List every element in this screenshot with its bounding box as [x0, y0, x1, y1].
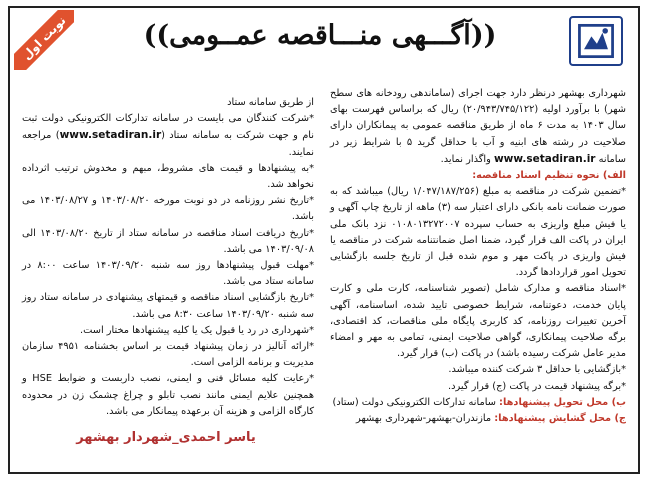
registration-text: *شرکت کنندگان می بایست در سامانه تدارکات الکترونیکی دولت ثبت نام و جهت شرکت به سامانه ستاد ( — [22, 113, 314, 142]
list-item-deadline: *مهلت قبول پیشنهادها روز سه شنبه ۱۴۰۳/۰۹/۲۰ ساعت ۸:۰۰ در سامانه ستاد می باشد. — [22, 260, 314, 288]
list-item-safety: *رعایت کلیه مسائل فنی و ایمنی، نصب داربست و ضوابط HSE و همچنین علایم ایمنی مانند نصب تابلو و چراغ چشمک زن در محدوده کارگاه الزامی و هزینه آن برعهده پیمانکار می باشد. — [22, 373, 314, 417]
intro-paragraph — [330, 86, 626, 168]
list-item-guarantee: *تضمین شرکت در مناقصه به مبلغ (۱/۰۴۷/۱۸۷/۲۵۶ ریال) میباشد که به صورت ضمانت نامه بانکی دارای اعتبار سه (۳) ماهه از تاریخ چاپ آگهی و یا فیش مبلغ واریزی به حساب سپرده ۰۱۰۸۰۱۳۲۷۲۰۰۷ نزد بانک ملی ایران در پاکت الف قرار گیرد، ضمنا اصل ضمانتنامه شرکت در مناقصه یا فیش واریزی در پاکت مهر و موم شده قبل از تاریخ جلسه بازگشایی تحویل امور قراردادها گردد. — [330, 186, 627, 279]
list-item-min-bidders: *بازگشایی با حداقل ۳ شرکت کننده میباشد. — [448, 364, 626, 376]
intro-website: www.setadiran.ir — [493, 152, 596, 165]
section-a-title: الف) نحوه تنظیم اسناد مناقصه: — [472, 170, 626, 182]
municipality-logo-icon — [569, 16, 623, 66]
intro-text-end: واگذار نماید. — [440, 153, 491, 165]
section-c-text: مازندران-بهشهر-شهرداری بهشهر — [356, 413, 492, 425]
mayor-signature: یاسر احمدی_شهردار بهشهر — [76, 430, 256, 445]
first-issue-badge: نوبت اول — [14, 10, 74, 70]
list-item-publish-date: *تاریخ نشر روزنامه در دو نوبت مورخه ۱۴۰۳/۰۸/۲۰ و ۱۴۰۳/۰۸/۲۷ می باشد. — [22, 195, 314, 223]
list-item-conditional-bids: *به پیشنهادها و قیمت های مشروط، مبهم و مخدوش ترتیب اثرداده نخواهد شد. — [22, 162, 314, 191]
first-issue-ribbon — [14, 10, 74, 70]
list-item-documents: *اسناد مناقصه و مدارک شامل (تصویر شناسنامه، کارت ملی و کارت پایان خدمت، دعوتنامه، شرایط خصوصی تایید شده، اساسنامه، آگهی آخرین تغییرات روزنامه، کد کاربری پایگاه ملی مناقصات، کد اقتصادی، برگه صلاحیت پیمانکاری، گواهی صلاحیت ایمنی، تمامی به مهر و امضاء مدیر عامل شرکت رسیده باشد) در پاکت (ب) قرار گیرد. — [330, 283, 626, 360]
list-item-rejection: *شهرداری در رد یا قبول یک یا کلیه پیشنهادها مختار است. — [80, 324, 314, 336]
intro-text: شهرداری بهشهر درنظر دارد جهت اجرای (ساماندهی رودخانه های سطح شهر) با برآورد اولیه (۲۰/۹۴۳/۷۴۵/۱۲۲) ریال که براساس فهرست بهای سال ۱۴۰۳ به مدت ۶ ماه از طریق مناقصه عمومی به پیمانکاران دارای صلاحیت در رشته های ابنیه و آب با حداقل گرید ۵ با شرایط زیر در سامانه — [330, 88, 626, 165]
registration-website: www.setadiran.ir — [59, 129, 162, 142]
ad-title: ((آگـــهی منـــاقصه عمــومی)) — [143, 20, 497, 51]
section-b-title: ب) محل تحویل پیشنهادها: — [499, 396, 626, 408]
list-item-opening: *تاریخ بازگشایی اسناد مناقصه و قیمتهای پیشنهادی در سامانه ستاد روز سه شنبه ۱۴۰۳/۰۹/۲۰ ساعت ۸:۳۰ می باشد. — [22, 292, 314, 320]
left-line-setad: از طریق سامانه ستاد — [227, 97, 314, 108]
list-item-price-sheet: *برگه پیشنهاد قیمت در پاکت (ج) قرار گیرد. — [447, 380, 626, 392]
section-b-text: سامانه تدارکات الکترونیکی دولت (ستاد) — [332, 396, 496, 408]
list-item-docs-period: *تاریخ دریافت اسناد مناقصه در سامانه ستاد از تاریخ ۱۴۰۳/۰۸/۲۰ الی ۱۴۰۳/۰۹/۰۸ می باشد. — [22, 227, 314, 255]
section-c-title: ج) محل گشایش پیشنهادها: — [494, 413, 626, 425]
list-item-registration — [22, 111, 314, 161]
section-c — [330, 411, 626, 427]
left-column — [22, 95, 314, 420]
right-column — [330, 86, 626, 427]
section-b — [330, 395, 626, 411]
list-item-analysis: *ارائه آنالیز در زمان پیشنهاد قیمت بر اساس بخشنامه ۴۹۵۱ سازمان مدیریت و برنامه الزامی است. — [22, 341, 314, 369]
registration-text-end: ) مراجعه نمایند. — [22, 130, 314, 158]
